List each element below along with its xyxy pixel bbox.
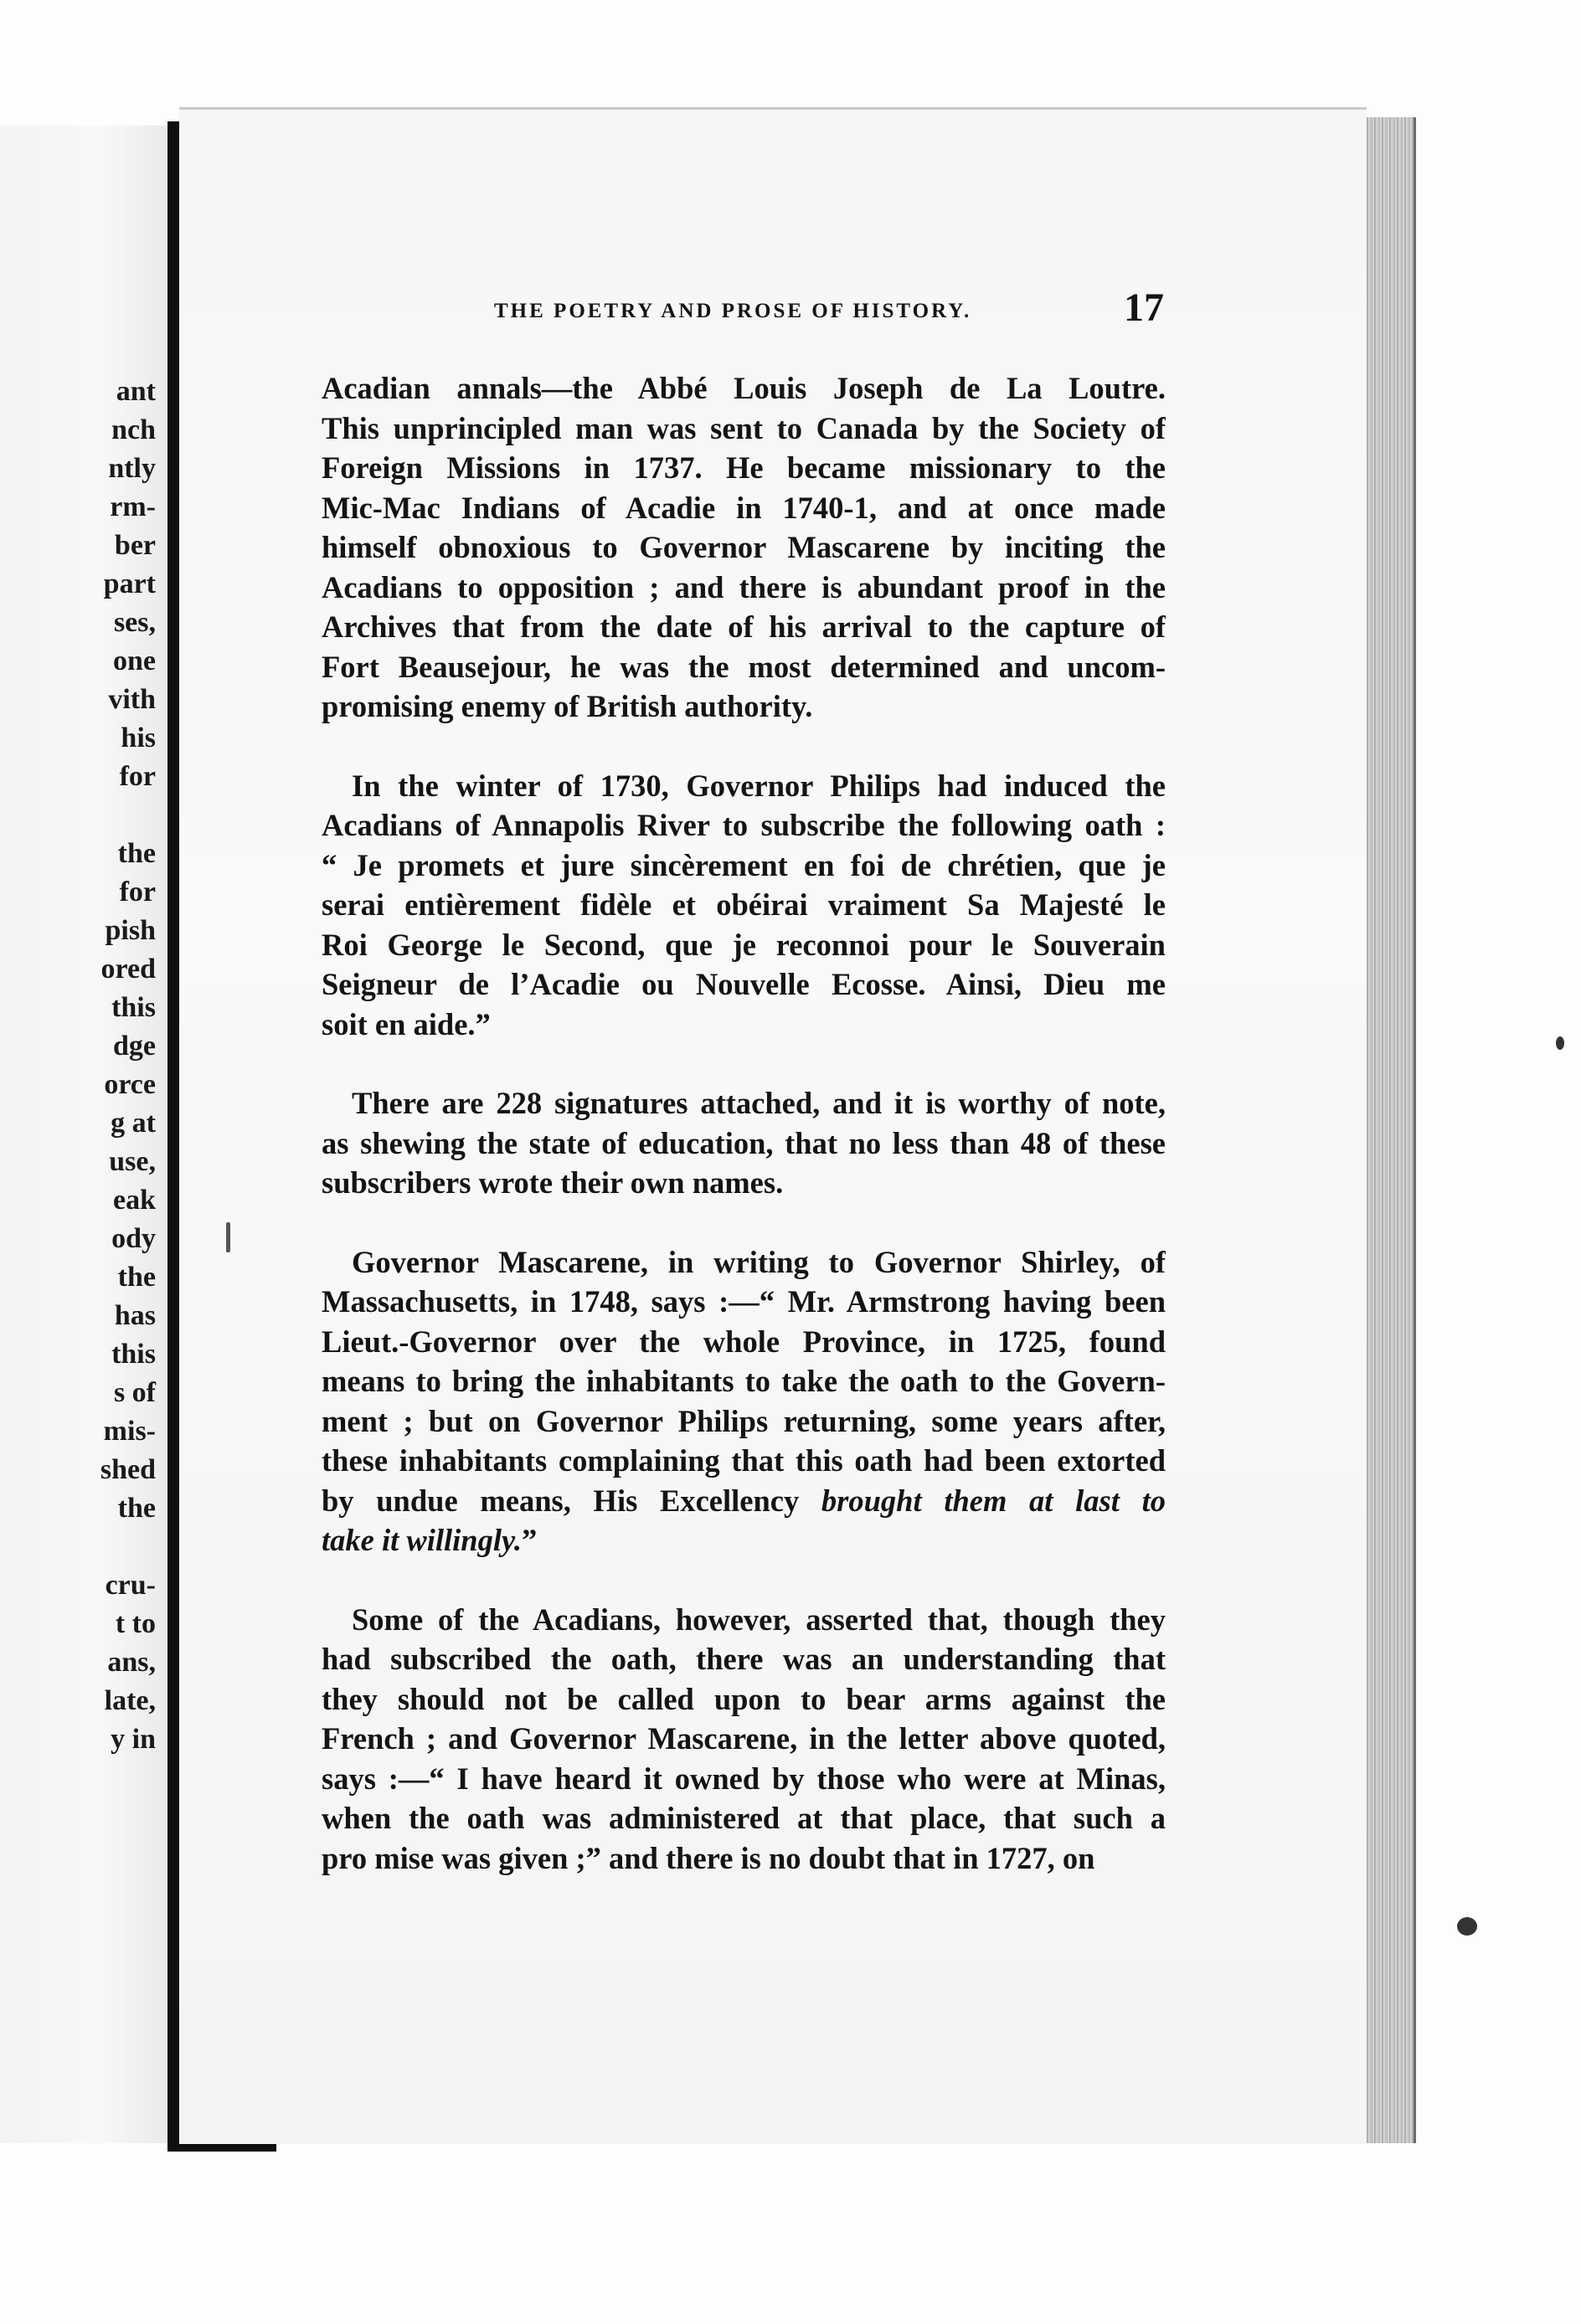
left-page-text-fragments (39, 373, 156, 1759)
left-page-fragment: has (114, 1300, 156, 1331)
paragraph (322, 1600, 1166, 1879)
text-line: when the oath was administered at that place, that such a (322, 1801, 1166, 1835)
left-page-fragment: part (103, 568, 156, 599)
text-line: ment ; but on Governor Philips returning, some years after, (322, 1403, 1166, 1438)
left-page-fragment (39, 796, 156, 835)
left-page-fragment: cru- (105, 1570, 156, 1601)
running-title: THE POETRY AND PROSE OF HISTORY. (494, 300, 972, 322)
left-page-fragment: vith (108, 684, 156, 715)
text-line: Roi George le Second, que je reconnoi pour le Souverain (322, 927, 1166, 962)
running-head (310, 285, 1164, 343)
page-number: 17 (1124, 285, 1164, 330)
text-line: Governor Mascarene, in writing to Governor Shirley, of (352, 1244, 1166, 1279)
left-page-fragment: the (117, 838, 156, 869)
text-line: these inhabitants complaining that this oath had been extorted (322, 1443, 1166, 1478)
left-page-fragment: ses, (113, 607, 156, 638)
left-page-fragment: g at (111, 1108, 156, 1139)
text-line: had subscribed the oath, there was an understanding that (322, 1642, 1166, 1676)
left-page-fragment: ans, (107, 1647, 156, 1678)
text-line: Seigneur de l’Acadie ou Nouvelle Ecosse. Ainsi, Dieu me (322, 967, 1166, 1001)
left-page-fragment: orce (104, 1069, 156, 1100)
text-line: There are 228 signatures attached, and it is worthy of note, (352, 1086, 1166, 1120)
left-page-fragment: eak (113, 1185, 156, 1216)
paragraph (322, 1083, 1166, 1203)
text-line: Acadians to opposition ; and there is abundant proof in the (322, 569, 1166, 604)
text-line: serai entièrement fidèle et obéirai vraiment Sa Majesté le (322, 887, 1166, 922)
text-line: means to bring the inhabitants to take the oath to the Govern- (322, 1364, 1166, 1398)
text-line: Fort Beausejour, he was the most determined and uncom- (322, 649, 1166, 684)
left-page-fragment (39, 1528, 156, 1566)
paragraph (322, 766, 1166, 1045)
text-line: Acadians of Annapolis River to subscribe the following oath : (322, 808, 1166, 842)
text-line: French ; and Governor Mascarene, in the letter above quoted, (322, 1721, 1166, 1756)
scan-speck (226, 1222, 230, 1252)
paragraph (322, 368, 1166, 727)
paragraph (322, 1242, 1166, 1560)
text-line: Massachusetts, in 1748, says :—“ Mr. Armstrong having been (322, 1284, 1166, 1319)
scan-speck (1556, 1036, 1564, 1050)
left-page-fragment: this (111, 992, 156, 1023)
text-line: as shewing the state of education, that no less than 48 of these (322, 1125, 1166, 1160)
text-line: This unprincipled man was sent to Canada by the Society of (322, 410, 1166, 445)
left-page-fragment: shed (100, 1454, 156, 1485)
left-page-fragment: nch (111, 414, 156, 445)
left-page-fragment: the (117, 1493, 156, 1524)
italic-emphasis: brought them at last to (821, 1483, 1166, 1518)
text-line: In the winter of 1730, Governor Philips had induced the (352, 768, 1166, 803)
left-page-fragment: one (113, 645, 156, 676)
left-page-fragment: ant (116, 376, 156, 407)
text-line: “ Je promets et jure sincèrement en foi de chrétien, que je (322, 847, 1166, 882)
left-page-fragment: pish (105, 915, 156, 946)
body-text (322, 368, 1166, 1917)
text-line: promising enemy of British authority. (322, 689, 813, 723)
left-page-fragment: y in (111, 1724, 156, 1755)
left-page-fragment: this (111, 1339, 156, 1370)
left-page-fragment: dge (113, 1031, 156, 1062)
text-line: by undue means, His Excellency brought them at last to (322, 1483, 1166, 1518)
left-page-fragment: for (119, 877, 156, 907)
page-stack-edges (1367, 117, 1416, 2143)
left-page-fragment: rm- (110, 491, 156, 522)
left-page-fragment: s of (113, 1377, 156, 1408)
text-line: Mic-Mac Indians of Acadie in 1740-1, and at once made (322, 490, 1166, 525)
left-page-fragment: the (117, 1262, 156, 1293)
text-line: subscribers wrote their own names. (322, 1165, 784, 1200)
italic-emphasis: take it willingly. (322, 1523, 522, 1557)
text-line: they should not be called upon to bear arms against the (322, 1681, 1166, 1716)
left-page-fragment: use, (109, 1146, 156, 1177)
left-page-fragment: ntly (108, 453, 156, 484)
text-line: take it willingly.” (322, 1523, 538, 1557)
left-page-fragment: for (119, 761, 156, 792)
left-page-fragment: late, (104, 1685, 156, 1716)
text-line: pro mise was given ;” and there is no doubt that in 1727, on (322, 1840, 1095, 1875)
text-line: Archives that from the date of his arrival to the capture of (322, 609, 1166, 644)
book-gutter-binding (167, 121, 179, 2147)
left-page-fragment: ored (100, 954, 156, 985)
text-line: Lieut.-Governor over the whole Province, in 1725, found (322, 1324, 1166, 1359)
left-page-fragment: ber (114, 530, 156, 561)
left-page-fragment: mis- (103, 1416, 156, 1447)
text-line: soit en aide.” (322, 1006, 491, 1041)
text-line: Foreign Missions in 1737. He became missionary to the (322, 450, 1166, 485)
text-line: Acadian annals—the Abbé Louis Joseph de La Loutre. (322, 371, 1166, 405)
left-page-fragment: t to (115, 1608, 156, 1639)
text-line: himself obnoxious to Governor Mascarene by inciting the (322, 530, 1166, 564)
facing-left-page (0, 126, 167, 2143)
text-line: says :—“ I have heard it owned by those who were at Minas, (322, 1761, 1166, 1796)
left-page-fragment: ody (111, 1223, 156, 1254)
text-line: Some of the Acadians, however, asserted that, though they (352, 1602, 1166, 1637)
left-page-fragment: his (121, 722, 156, 753)
scan-speck (1457, 1917, 1477, 1936)
